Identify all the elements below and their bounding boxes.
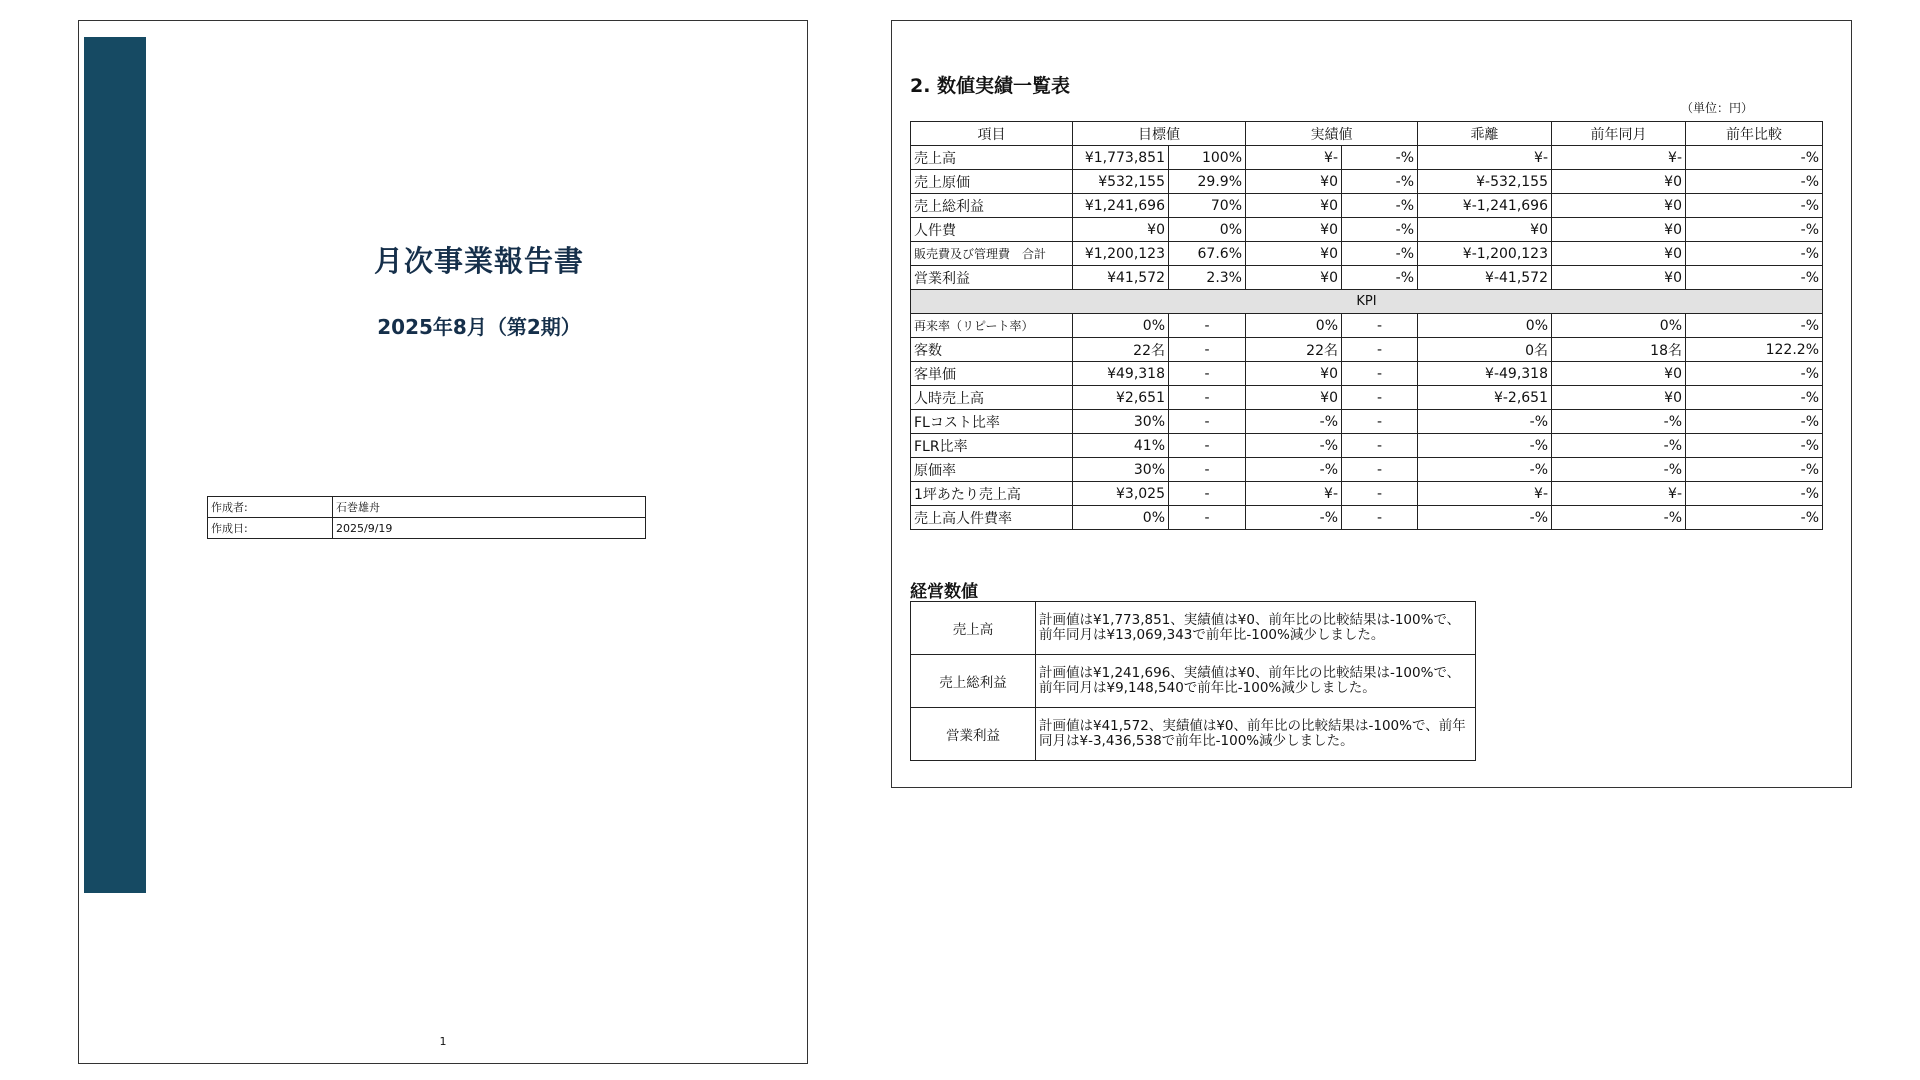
results-table bbox=[910, 121, 1823, 530]
cell-actual-pct: - bbox=[1342, 434, 1418, 458]
cell-target-pct: - bbox=[1169, 338, 1246, 362]
cell-actual: ¥- bbox=[1246, 146, 1342, 170]
cell-prev: -% bbox=[1552, 434, 1686, 458]
cell-prev: ¥0 bbox=[1552, 218, 1686, 242]
kpi-divider-row bbox=[911, 290, 1823, 314]
cell-actual-pct: -% bbox=[1342, 242, 1418, 266]
table-row bbox=[911, 386, 1823, 410]
cell-gap: ¥-2,651 bbox=[1418, 386, 1552, 410]
cell-prev: ¥0 bbox=[1552, 266, 1686, 290]
management-text: 計画値は¥1,773,851、実績値は¥0、前年比の比較結果は-100%で、前年同月は¥13,069,343で前年比-100%減少しました。 bbox=[1036, 602, 1476, 655]
cell-gap: ¥-1,241,696 bbox=[1418, 194, 1552, 218]
cell-prev: ¥0 bbox=[1552, 386, 1686, 410]
cover-page bbox=[78, 20, 808, 1064]
cell-prev: 0% bbox=[1552, 314, 1686, 338]
cell-gap: ¥-49,318 bbox=[1418, 362, 1552, 386]
header-gap: 乖離 bbox=[1418, 122, 1552, 146]
cell-yoy: -% bbox=[1686, 242, 1823, 266]
cell-item: 売上高 bbox=[911, 146, 1073, 170]
cell-target: ¥1,200,123 bbox=[1073, 242, 1169, 266]
cell-gap: ¥-1,200,123 bbox=[1418, 242, 1552, 266]
table-header-row bbox=[911, 122, 1823, 146]
table-row bbox=[911, 194, 1823, 218]
management-title: 経営数値 bbox=[910, 582, 978, 602]
cell-target-pct: - bbox=[1169, 386, 1246, 410]
cell-target: ¥49,318 bbox=[1073, 362, 1169, 386]
cell-target: ¥1,773,851 bbox=[1073, 146, 1169, 170]
cell-prev: ¥0 bbox=[1552, 194, 1686, 218]
cell-item: 1坪あたり売上高 bbox=[911, 482, 1073, 506]
table-row bbox=[911, 146, 1823, 170]
header-target: 目標値 bbox=[1073, 122, 1246, 146]
cell-yoy: -% bbox=[1686, 218, 1823, 242]
cell-yoy: -% bbox=[1686, 434, 1823, 458]
table-row bbox=[911, 410, 1823, 434]
cell-yoy: -% bbox=[1686, 194, 1823, 218]
table-row bbox=[911, 362, 1823, 386]
cell-actual: -% bbox=[1246, 410, 1342, 434]
cell-target-pct: 67.6% bbox=[1169, 242, 1246, 266]
cell-target-pct: 2.3% bbox=[1169, 266, 1246, 290]
cell-actual-pct: - bbox=[1342, 314, 1418, 338]
cell-yoy: 122.2% bbox=[1686, 338, 1823, 362]
author-row bbox=[208, 497, 646, 518]
cell-gap: ¥0 bbox=[1418, 218, 1552, 242]
table-row bbox=[911, 434, 1823, 458]
section-title: 2. 数値実績一覧表 bbox=[910, 75, 1071, 97]
cell-gap: 0% bbox=[1418, 314, 1552, 338]
cell-prev: ¥- bbox=[1552, 146, 1686, 170]
cell-gap: ¥-532,155 bbox=[1418, 170, 1552, 194]
cell-target: ¥0 bbox=[1073, 218, 1169, 242]
cell-target-pct: 100% bbox=[1169, 146, 1246, 170]
cell-target-pct: - bbox=[1169, 362, 1246, 386]
cell-target: 0% bbox=[1073, 506, 1169, 530]
cell-gap: -% bbox=[1418, 410, 1552, 434]
table-row bbox=[911, 482, 1823, 506]
cell-actual: ¥0 bbox=[1246, 266, 1342, 290]
cell-gap: 0名 bbox=[1418, 338, 1552, 362]
table-row bbox=[911, 242, 1823, 266]
cell-actual: ¥- bbox=[1246, 482, 1342, 506]
cell-actual: ¥0 bbox=[1246, 386, 1342, 410]
table-row bbox=[911, 266, 1823, 290]
kpi-rows bbox=[911, 314, 1823, 530]
cell-target-pct: - bbox=[1169, 506, 1246, 530]
cell-target: ¥41,572 bbox=[1073, 266, 1169, 290]
cell-item: 販売費及び管理費 合計 bbox=[911, 242, 1073, 266]
cell-item: 再来率（リピート率） bbox=[911, 314, 1073, 338]
management-row bbox=[911, 655, 1476, 708]
cell-yoy: -% bbox=[1686, 362, 1823, 386]
cell-item: 人時売上高 bbox=[911, 386, 1073, 410]
cell-yoy: -% bbox=[1686, 506, 1823, 530]
cell-prev: ¥0 bbox=[1552, 362, 1686, 386]
cell-actual: -% bbox=[1246, 434, 1342, 458]
cell-gap: -% bbox=[1418, 434, 1552, 458]
document-title: 月次事業報告書 bbox=[373, 244, 584, 278]
cell-actual: ¥0 bbox=[1246, 242, 1342, 266]
cell-target-pct: - bbox=[1169, 482, 1246, 506]
cell-item: 売上原価 bbox=[911, 170, 1073, 194]
table-row bbox=[911, 506, 1823, 530]
cell-actual: ¥0 bbox=[1246, 218, 1342, 242]
header-prev-year: 前年同月 bbox=[1552, 122, 1686, 146]
cell-item: 人件費 bbox=[911, 218, 1073, 242]
cell-prev: ¥0 bbox=[1552, 170, 1686, 194]
cell-yoy: -% bbox=[1686, 146, 1823, 170]
cell-target: 30% bbox=[1073, 458, 1169, 482]
author-label: 作成者: bbox=[208, 497, 333, 518]
cell-prev: ¥0 bbox=[1552, 242, 1686, 266]
management-text: 計画値は¥1,241,696、実績値は¥0、前年比の比較結果は-100%で、前年同月は¥9,148,540で前年比-100%減少しました。 bbox=[1036, 655, 1476, 708]
management-label: 営業利益 bbox=[911, 708, 1036, 761]
date-label: 作成日: bbox=[208, 518, 333, 539]
cell-yoy: -% bbox=[1686, 482, 1823, 506]
cover-meta-table bbox=[207, 496, 646, 539]
table-row bbox=[911, 458, 1823, 482]
cell-yoy: -% bbox=[1686, 410, 1823, 434]
date-value: 2025/9/19 bbox=[333, 518, 646, 539]
table-row bbox=[911, 170, 1823, 194]
cell-target-pct: - bbox=[1169, 434, 1246, 458]
cell-actual: -% bbox=[1246, 458, 1342, 482]
header-item: 項目 bbox=[911, 122, 1073, 146]
cell-prev: 18名 bbox=[1552, 338, 1686, 362]
table-row bbox=[911, 218, 1823, 242]
cell-prev: -% bbox=[1552, 410, 1686, 434]
management-row bbox=[911, 602, 1476, 655]
cover-accent-band bbox=[84, 37, 146, 893]
cell-actual-pct: - bbox=[1342, 338, 1418, 362]
report-page bbox=[891, 20, 1852, 788]
financial-rows bbox=[911, 146, 1823, 290]
cell-target-pct: 29.9% bbox=[1169, 170, 1246, 194]
cell-target-pct: - bbox=[1169, 410, 1246, 434]
cell-target: 22名 bbox=[1073, 338, 1169, 362]
cell-yoy: -% bbox=[1686, 266, 1823, 290]
cell-prev: ¥- bbox=[1552, 482, 1686, 506]
management-table bbox=[910, 601, 1476, 761]
cell-item: 客数 bbox=[911, 338, 1073, 362]
date-row bbox=[208, 518, 646, 539]
cell-actual: 0% bbox=[1246, 314, 1342, 338]
kpi-label: KPI bbox=[911, 290, 1823, 314]
table-row bbox=[911, 314, 1823, 338]
cell-actual: ¥0 bbox=[1246, 194, 1342, 218]
cell-gap: -% bbox=[1418, 506, 1552, 530]
cell-actual-pct: - bbox=[1342, 506, 1418, 530]
cell-item: 客単価 bbox=[911, 362, 1073, 386]
cell-actual-pct: -% bbox=[1342, 266, 1418, 290]
cell-actual-pct: - bbox=[1342, 458, 1418, 482]
cell-target: ¥1,241,696 bbox=[1073, 194, 1169, 218]
cell-yoy: -% bbox=[1686, 458, 1823, 482]
cell-gap: -% bbox=[1418, 458, 1552, 482]
author-value: 石巻雄舟 bbox=[333, 497, 646, 518]
document-subtitle: 2025年8月（第2期） bbox=[377, 315, 581, 339]
cell-actual-pct: -% bbox=[1342, 170, 1418, 194]
unit-note: （単位：円） bbox=[1680, 101, 1753, 115]
cell-prev: -% bbox=[1552, 506, 1686, 530]
cell-actual-pct: - bbox=[1342, 410, 1418, 434]
cell-target-pct: 0% bbox=[1169, 218, 1246, 242]
cell-gap: ¥- bbox=[1418, 146, 1552, 170]
cell-target-pct: - bbox=[1169, 458, 1246, 482]
cell-item: 営業利益 bbox=[911, 266, 1073, 290]
cell-item: 売上総利益 bbox=[911, 194, 1073, 218]
management-label: 売上高 bbox=[911, 602, 1036, 655]
cell-prev: -% bbox=[1552, 458, 1686, 482]
cell-actual-pct: -% bbox=[1342, 146, 1418, 170]
cell-item: FLR比率 bbox=[911, 434, 1073, 458]
cell-target-pct: 70% bbox=[1169, 194, 1246, 218]
management-row bbox=[911, 708, 1476, 761]
header-yoy: 前年比較 bbox=[1686, 122, 1823, 146]
cell-yoy: -% bbox=[1686, 170, 1823, 194]
header-actual: 実績値 bbox=[1246, 122, 1418, 146]
cell-target: ¥2,651 bbox=[1073, 386, 1169, 410]
cell-item: 原価率 bbox=[911, 458, 1073, 482]
cell-gap: ¥- bbox=[1418, 482, 1552, 506]
cell-actual: ¥0 bbox=[1246, 170, 1342, 194]
table-row bbox=[911, 338, 1823, 362]
cell-item: FLコスト比率 bbox=[911, 410, 1073, 434]
cell-actual: -% bbox=[1246, 506, 1342, 530]
management-label: 売上総利益 bbox=[911, 655, 1036, 708]
cell-target: ¥532,155 bbox=[1073, 170, 1169, 194]
cell-target: 30% bbox=[1073, 410, 1169, 434]
cell-gap: ¥-41,572 bbox=[1418, 266, 1552, 290]
cell-yoy: -% bbox=[1686, 386, 1823, 410]
cell-target: 41% bbox=[1073, 434, 1169, 458]
cell-actual: 22名 bbox=[1246, 338, 1342, 362]
cell-actual-pct: -% bbox=[1342, 194, 1418, 218]
cell-actual-pct: -% bbox=[1342, 218, 1418, 242]
cell-actual-pct: - bbox=[1342, 482, 1418, 506]
management-text: 計画値は¥41,572、実績値は¥0、前年比の比較結果は-100%で、前年同月は¥-3,436,538で前年比-100%減少しました。 bbox=[1036, 708, 1476, 761]
cell-yoy: -% bbox=[1686, 314, 1823, 338]
cell-target: 0% bbox=[1073, 314, 1169, 338]
page-number: 1 bbox=[439, 1035, 447, 1048]
kpi-section bbox=[911, 290, 1823, 314]
cell-item: 売上高人件費率 bbox=[911, 506, 1073, 530]
cell-actual-pct: - bbox=[1342, 386, 1418, 410]
cell-target-pct: - bbox=[1169, 314, 1246, 338]
cell-actual-pct: - bbox=[1342, 362, 1418, 386]
cell-target: ¥3,025 bbox=[1073, 482, 1169, 506]
cell-actual: ¥0 bbox=[1246, 362, 1342, 386]
